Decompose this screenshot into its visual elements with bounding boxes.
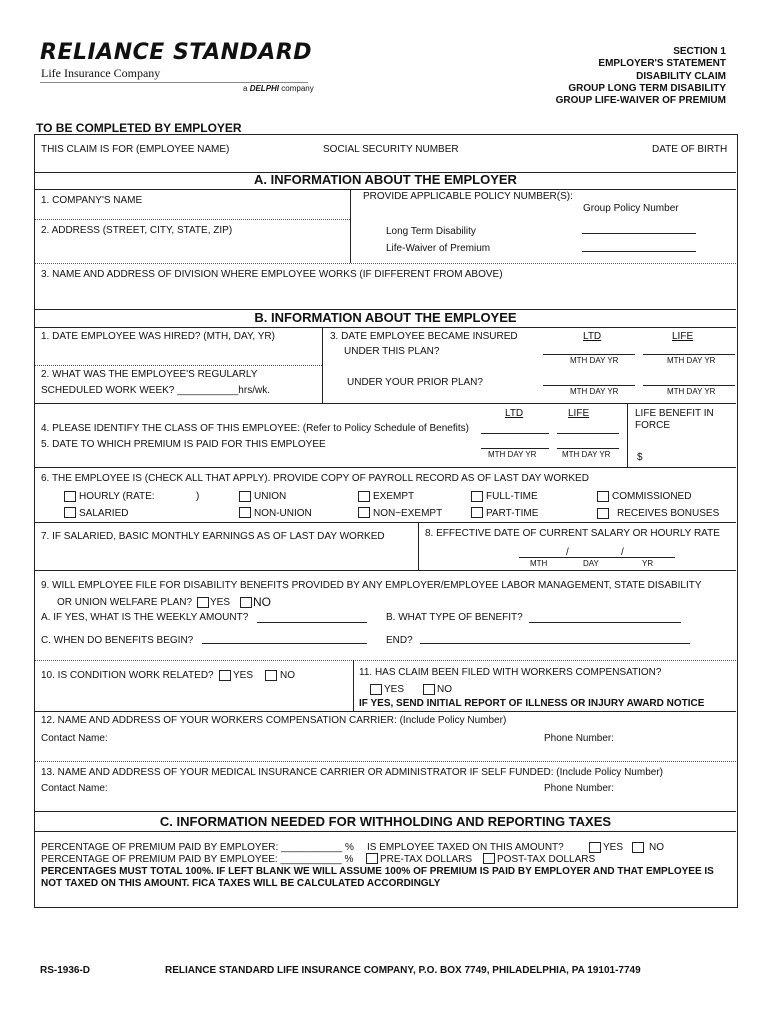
workers-comp-label: 11. HAS CLAIM BEEN FILED WITH WORKERS COMPENSATION? — [359, 667, 662, 678]
life-header: LIFE — [672, 331, 694, 342]
delphi-tagline: a DELPHI company — [243, 84, 314, 93]
send-report-note: IF YES, SEND INITIAL REPORT OF ILLNESS OR INJURY AWARD NOTICE — [359, 698, 705, 709]
taxed-no-checkbox[interactable] — [632, 842, 644, 853]
date-slash-2: / — [621, 547, 624, 558]
life-date-format: MTH DAY YR — [667, 356, 716, 365]
work-related-label: 10. IS CONDITION WORK RELATED? — [41, 670, 214, 681]
q11-no-checkbox[interactable] — [423, 684, 435, 695]
part-time-label: PART-TIME — [486, 508, 539, 519]
pct-employer-label: PERCENTAGE OF PREMIUM PAID BY EMPLOYER: ___________ % — [41, 842, 354, 853]
form-title: TO BE COMPLETED BY EMPLOYER — [36, 121, 242, 135]
ltd-header: LTD — [583, 331, 602, 342]
date-slash-1: / — [566, 547, 569, 558]
address-label: 2. ADDRESS (STREET, CITY, STATE, ZIP) — [41, 225, 233, 236]
part-time-checkbox[interactable] — [471, 507, 483, 518]
non-union-checkbox[interactable] — [239, 507, 251, 518]
life-waiver-label: Life-Waiver of Premium — [386, 243, 491, 254]
q9-no-label: NO — [253, 595, 271, 609]
prior-life-date-format: MTH DAY YR — [667, 387, 716, 396]
taxed-no-label: NO — [649, 842, 664, 853]
policy-numbers-label: PROVIDE APPLICABLE POLICY NUMBER(S): — [363, 191, 573, 202]
effective-date-label: 8. EFFECTIVE DATE OF CURRENT SALARY OR HOURLY RATE — [425, 528, 720, 539]
pct-employee-label: PERCENTAGE OF PREMIUM PAID BY EMPLOYEE: ___________ % — [41, 854, 354, 865]
company-name-label: 1. COMPANY'S NAME — [41, 195, 143, 206]
group-policy-number-label: Group Policy Number — [583, 203, 679, 214]
medical-carrier-label: 13. NAME AND ADDRESS OF YOUR MEDICAL INSURANCE CARRIER OR ADMINISTRATOR IF SELF FUNDED: (Include Policy Number) — [41, 767, 663, 778]
salaried-checkbox[interactable] — [64, 507, 76, 518]
company-address: RELIANCE STANDARD LIFE INSURANCE COMPANY, P.O. BOX 7749, PHILADELPHIA, PA 19101-7749 — [165, 965, 641, 976]
exempt-checkbox[interactable] — [358, 491, 370, 502]
benefit-type-label: B. WHAT TYPE OF BENEFIT? — [386, 612, 523, 623]
q9-label-2: OR UNION WELFARE PLAN? — [57, 597, 193, 608]
employee-class-label: 4. PLEASE IDENTIFY THE CLASS OF THIS EMPLOYEE: (Refer to Policy Schedule of Benefits) — [41, 423, 469, 434]
section-a-title: A. INFORMATION ABOUT THE EMPLOYER — [254, 172, 517, 187]
prior-plan-label: UNDER YOUR PRIOR PLAN? — [347, 377, 483, 388]
premium-ltd-date-format: MTH DAY YR — [488, 450, 537, 459]
exempt-label: EXEMPT — [373, 491, 415, 502]
q9-yes-label: YES — [210, 597, 231, 608]
monthly-earnings-label: 7. IF SALARIED, BASIC MONTHLY EARNINGS AS OF LAST DAY WORKED — [41, 531, 385, 542]
bonuses-label: RECEIVES BONUSES — [617, 508, 720, 519]
full-time-checkbox[interactable] — [471, 491, 483, 502]
employee-name-label: THIS CLAIM IS FOR (EMPLOYEE NAME) — [41, 144, 230, 155]
q11-yes-checkbox[interactable] — [370, 684, 382, 695]
section-b-title: B. INFORMATION ABOUT THE EMPLOYEE — [254, 310, 517, 325]
ssn-label: SOCIAL SECURITY NUMBER — [323, 144, 459, 155]
ltd-header-2: LTD — [505, 408, 524, 419]
benefits-end-label: END? — [386, 635, 413, 646]
non-exempt-checkbox[interactable] — [358, 507, 370, 518]
life-header-2: LIFE — [568, 408, 590, 419]
benefits-begin-label: C. WHEN DO BENEFITS BEGIN? — [41, 635, 194, 646]
full-time-label: FULL-TIME — [486, 491, 538, 502]
union-label: UNION — [254, 491, 287, 502]
prior-ltd-date-format: MTH DAY YR — [570, 387, 619, 396]
taxed-label: IS EMPLOYEE TAXED ON THIS AMOUNT? — [367, 842, 564, 853]
dob-label: DATE OF BIRTH — [652, 144, 728, 155]
non-union-label: NON-UNION — [254, 508, 312, 519]
premium-date-label: 5. DATE TO WHICH PREMIUM IS PAID FOR THIS EMPLOYEE — [41, 439, 326, 450]
q10-no-label: NO — [280, 670, 295, 681]
post-tax-label: POST-TAX DOLLARS — [497, 854, 596, 865]
division-label: 3. NAME AND ADDRESS OF DIVISION WHERE EMPLOYEE WORKS (IF DIFFERENT FROM ABOVE) — [41, 269, 503, 280]
taxed-yes-label: YES — [603, 842, 624, 853]
post-tax-checkbox[interactable] — [483, 853, 495, 864]
salaried-label: SALARIED — [79, 508, 129, 519]
commissioned-checkbox[interactable] — [597, 491, 609, 502]
medical-contact-label: Contact Name: — [41, 783, 108, 794]
q9-label-1: 9. WILL EMPLOYEE FILE FOR DISABILITY BENEFITS PROVIDED BY ANY EMPLOYER/EMPLOYEE LABOR MANAGEMENT, STATE DISABILITY — [41, 580, 702, 591]
medical-phone-label: Phone Number: — [544, 783, 615, 794]
q10-yes-checkbox[interactable] — [219, 670, 231, 681]
q9-yes-checkbox[interactable] — [197, 597, 209, 608]
taxed-yes-checkbox[interactable] — [589, 842, 601, 853]
under-this-plan-label: UNDER THIS PLAN? — [344, 346, 440, 357]
weekly-amount-label: A. IF YES, WHAT IS THE WEEKLY AMOUNT? — [41, 612, 249, 623]
q10-yes-label: YES — [233, 670, 254, 681]
form-header-block: SECTION 1 EMPLOYER'S STATEMENT DISABILITY CLAIM GROUP LONG TERM DISABILITY GROUP LIFE-WAIVER OF PREMIUM — [555, 46, 726, 107]
pre-tax-checkbox[interactable] — [366, 853, 378, 864]
company-logo: RELIANCE STANDARD — [40, 40, 313, 65]
q11-yes-label: YES — [384, 684, 405, 695]
yr-label: YR — [642, 559, 654, 568]
life-benefit-label: LIFE BENEFIT IN FORCE — [635, 408, 714, 431]
commissioned-label: COMMISSIONED — [612, 491, 692, 502]
hourly-label: HOURLY (RATE: — [79, 491, 155, 502]
employee-type-label: 6. THE EMPLOYEE IS (CHECK ALL THAT APPLY). PROVIDE COPY OF PAYROLL RECORD AS OF LAST DAY WORKED — [41, 473, 589, 484]
ltd-policy-label: Long Term Disability — [386, 226, 476, 237]
company-subtitle: Life Insurance Company — [41, 66, 161, 80]
non-exempt-label: NON~EXEMPT — [373, 508, 443, 519]
hourly-checkbox[interactable] — [64, 491, 76, 502]
hourly-close: ) — [196, 491, 200, 502]
work-week-label-2: SCHEDULED WORK WEEK? ___________hrs/wk. — [41, 385, 270, 396]
date-hired-label: 1. DATE EMPLOYEE WAS HIRED? (MTH, DAY, YR) — [41, 331, 275, 342]
union-checkbox[interactable] — [239, 491, 251, 502]
pre-tax-label: PRE-TAX DOLLARS — [380, 854, 473, 865]
date-insured-label: 3. DATE EMPLOYEE BECAME INSURED — [330, 331, 518, 342]
carrier-phone-label: Phone Number: — [544, 733, 615, 744]
bonuses-checkbox[interactable] — [597, 508, 609, 519]
carrier-label: 12. NAME AND ADDRESS OF YOUR WORKERS COMPENSATION CARRIER: (Include Policy Number) — [41, 715, 507, 726]
section-c-title: C. INFORMATION NEEDED FOR WITHHOLDING AND REPORTING TAXES — [159, 814, 612, 829]
q9-no-checkbox[interactable] — [240, 597, 252, 608]
premium-life-date-format: MTH DAY YR — [562, 450, 611, 459]
q10-no-checkbox[interactable] — [265, 670, 277, 681]
form-code: RS-1936-D — [40, 965, 91, 976]
mth-label: MTH — [530, 559, 548, 568]
work-week-label-1: 2. WHAT WAS THE EMPLOYEE'S REGULARLY — [41, 369, 258, 380]
dollar-sign: $ — [637, 452, 643, 463]
carrier-contact-label: Contact Name: — [41, 733, 108, 744]
ltd-date-format: MTH DAY YR — [570, 356, 619, 365]
day-label: DAY — [583, 559, 599, 568]
percentage-note: PERCENTAGES MUST TOTAL 100%. IF LEFT BLANK WE WILL ASSUME 100% OF PREMIUM IS PAID BY EMPLOYER AND THAT EMPLOYEE IS NOT TAXED ON THIS AMOUNT. FICA TAXES WILL BE CALCULATED ACCORDINGLY — [41, 866, 714, 889]
q11-no-label: NO — [437, 684, 452, 695]
